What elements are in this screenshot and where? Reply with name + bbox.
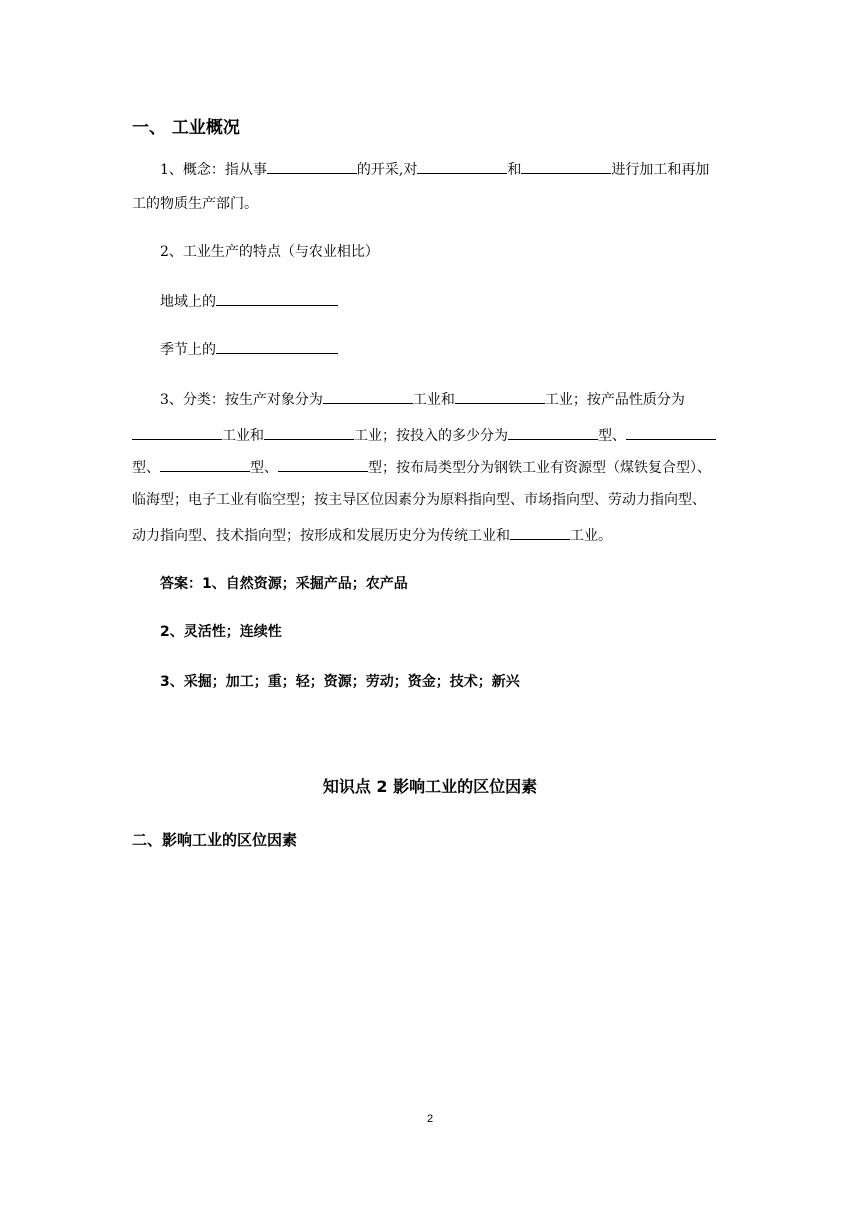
concept-line-1 — [160, 158, 709, 180]
classification-text: 型、 — [132, 460, 160, 476]
fill-blank — [160, 456, 250, 472]
fill-blank — [132, 424, 222, 440]
fill-blank — [521, 158, 611, 174]
feature-region — [160, 290, 338, 312]
fill-blank — [264, 424, 354, 440]
classification-text: 工业。 — [570, 528, 612, 544]
classification-text: 工业和 — [222, 428, 264, 444]
classification-text: 3、分类：按生产对象分为 — [160, 392, 323, 408]
classification-text: 工业；按产品性质分为 — [544, 392, 685, 408]
concept-line-2: 工的物质生产部门。 — [132, 196, 258, 212]
classification-text: 型；按布局类型分为钢铁工业有资源型（煤铁复合型）、 — [368, 460, 711, 476]
classification-line-5 — [132, 524, 612, 546]
classification-line-4: 临海型；电子工业有临空型；按主导区位因素分为原料指向型、市场指向型、劳动力指向型、 — [132, 492, 706, 508]
fill-blank — [510, 524, 570, 540]
concept-text-d: 进行加工和再加 — [611, 162, 710, 178]
fill-blank — [216, 338, 338, 354]
classification-text: 工业；按投入的多少分为 — [354, 428, 508, 444]
fill-blank — [323, 388, 413, 404]
classification-text: 型、 — [598, 428, 626, 444]
answer-line-1: 答案：1、自然资源；采掘产品；农产品 — [160, 576, 408, 592]
section-1-heading: 一、 工业概况 — [132, 118, 240, 138]
answer-line-2: 2、灵活性；连续性 — [160, 624, 282, 640]
section-2-heading: 二、影响工业的区位因素 — [132, 831, 298, 849]
fill-blank — [417, 158, 507, 174]
classification-line-3 — [132, 456, 711, 478]
concept-text-c: 和 — [507, 162, 522, 178]
classification-text: 动力指向型、技术指向型；按形成和发展历史分为传统工业和 — [132, 528, 510, 544]
concept-text-b: 的开采,对 — [356, 162, 418, 178]
classification-text: 型、 — [250, 460, 278, 476]
knowledge-point-title: 知识点 2 影响工业的区位因素 — [322, 777, 538, 796]
classification-line-1 — [160, 388, 685, 410]
feature-season-label: 季节上的 — [160, 342, 216, 358]
classification-text: 工业和 — [412, 392, 455, 408]
classification-line-2 — [132, 424, 716, 446]
fill-blank — [626, 424, 716, 440]
answer-line-3: 3、采掘；加工；重；轻；资源；劳动；资金；技术；新兴 — [160, 674, 520, 690]
fill-blank — [455, 388, 545, 404]
concept-text-a: 1、概念：指从事 — [160, 162, 267, 178]
features-title: 2、工业生产的特点（与农业相比） — [160, 244, 379, 260]
fill-blank — [267, 158, 357, 174]
feature-season — [160, 338, 338, 360]
feature-region-label: 地域上的 — [160, 294, 216, 310]
fill-blank — [216, 290, 338, 306]
page-number: 2 — [426, 1113, 434, 1125]
fill-blank — [508, 424, 598, 440]
fill-blank — [278, 456, 368, 472]
